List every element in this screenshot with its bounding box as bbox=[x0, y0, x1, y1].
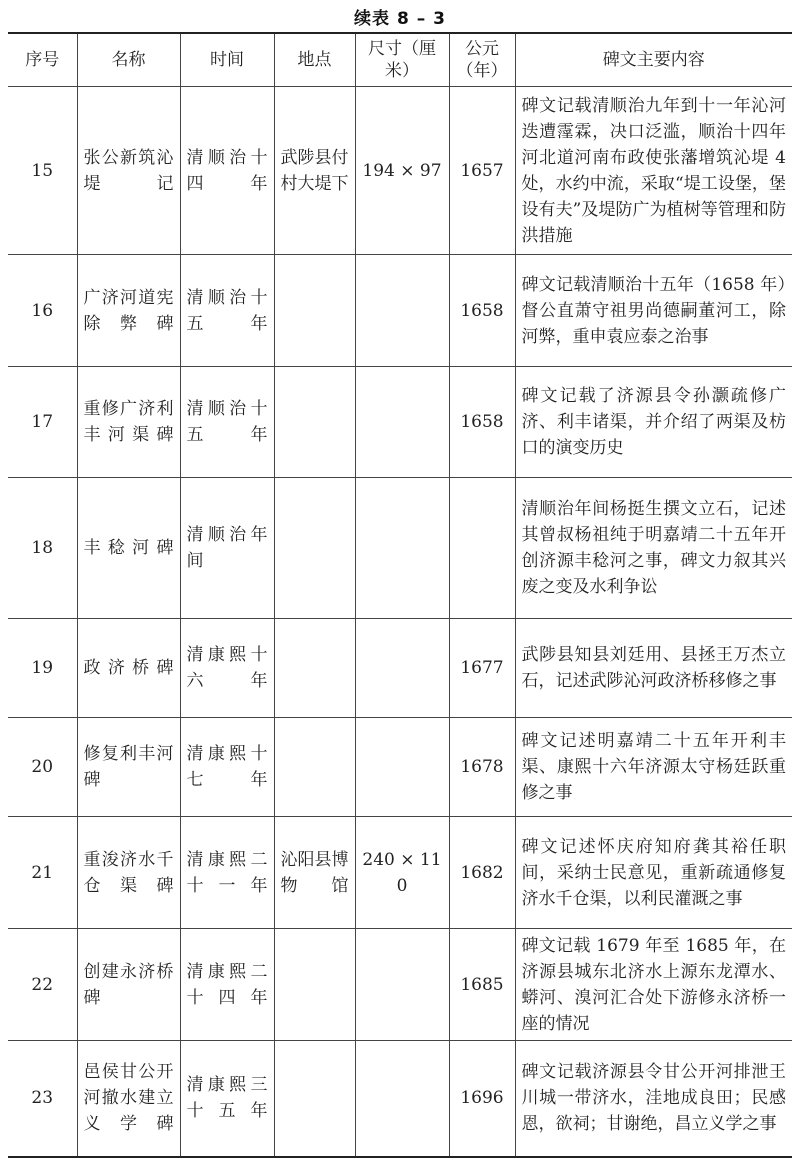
header-place: 地点 bbox=[274, 33, 355, 87]
cell-place bbox=[274, 718, 355, 817]
table-row bbox=[8, 817, 792, 929]
cell-name: 创建永济桥碑 bbox=[77, 929, 180, 1041]
cell-size bbox=[355, 478, 449, 619]
cell-no: 17 bbox=[8, 367, 77, 478]
cell-no: 19 bbox=[8, 619, 77, 718]
cell-no: 23 bbox=[8, 1041, 77, 1157]
table-row bbox=[8, 478, 792, 619]
cell-content: 碑文记载 1679 年至 1685 年，在济源县城东北济水上源东龙潭水、蟒河、溴河汇合处下游修永济桥一座的情况 bbox=[515, 929, 792, 1041]
cell-name: 张公新筑沁堤记 bbox=[77, 87, 180, 255]
cell-time: 清顺治十四年 bbox=[180, 87, 274, 255]
header-size: 尺寸（厘米） bbox=[355, 33, 449, 87]
cell-name: 修复利丰河碑 bbox=[77, 718, 180, 817]
cell-time: 清康熙二十四年 bbox=[180, 929, 274, 1041]
cell-year: 1677 bbox=[449, 619, 515, 718]
cell-name: 政济桥碑 bbox=[77, 619, 180, 718]
table-caption: 续表 8 – 3 bbox=[354, 9, 446, 29]
header-time: 时间 bbox=[180, 33, 274, 87]
table-row bbox=[8, 367, 792, 478]
cell-content: 碑文记载了济源县令孙灏疏修广济、利丰诸渠，并介绍了两渠及枋口的演变历史 bbox=[515, 367, 792, 478]
cell-time: 清康熙十七年 bbox=[180, 718, 274, 817]
cell-place bbox=[274, 255, 355, 367]
cell-name: 邑侯甘公开河撤水建立义学碑 bbox=[77, 1041, 180, 1157]
cell-size bbox=[355, 367, 449, 478]
cell-name: 重浚济水千仓渠碑 bbox=[77, 817, 180, 929]
cell-place: 沁阳县博物馆 bbox=[274, 817, 355, 929]
cell-no: 22 bbox=[8, 929, 77, 1041]
cell-year: 1685 bbox=[449, 929, 515, 1041]
cell-no: 16 bbox=[8, 255, 77, 367]
cell-size: 240 × 110 bbox=[355, 817, 449, 929]
cell-content: 碑文记载清顺治十五年（1658 年）督公直萧守祖男尚德嗣董河工，除河弊，重申袁应泰之治事 bbox=[515, 255, 792, 367]
table-row bbox=[8, 619, 792, 718]
stele-table bbox=[8, 32, 792, 1158]
cell-size bbox=[355, 255, 449, 367]
cell-year: 1678 bbox=[449, 718, 515, 817]
cell-name: 广济河道宪除弊碑 bbox=[77, 255, 180, 367]
cell-year bbox=[449, 478, 515, 619]
cell-content: 碑文记述明嘉靖二十五年开利丰渠、康熙十六年济源太守杨廷跃重修之事 bbox=[515, 718, 792, 817]
cell-size bbox=[355, 619, 449, 718]
cell-no: 21 bbox=[8, 817, 77, 929]
cell-size bbox=[355, 929, 449, 1041]
cell-year: 1658 bbox=[449, 255, 515, 367]
cell-year: 1682 bbox=[449, 817, 515, 929]
cell-size: 194 × 97 bbox=[355, 87, 449, 255]
cell-no: 15 bbox=[8, 87, 77, 255]
cell-place: 武陟县付村大堤下 bbox=[274, 87, 355, 255]
cell-year: 1696 bbox=[449, 1041, 515, 1157]
table-row bbox=[8, 929, 792, 1041]
cell-place bbox=[274, 1041, 355, 1157]
cell-place bbox=[274, 367, 355, 478]
header-name: 名称 bbox=[77, 33, 180, 87]
header-content: 碑文主要内容 bbox=[515, 33, 792, 87]
cell-time: 清顺治十五年 bbox=[180, 367, 274, 478]
cell-no: 18 bbox=[8, 478, 77, 619]
header-no: 序号 bbox=[8, 33, 77, 87]
cell-name: 丰稔河碑 bbox=[77, 478, 180, 619]
header-year: 公元（年） bbox=[449, 33, 515, 87]
cell-time: 清顺治年间 bbox=[180, 478, 274, 619]
cell-content: 碑文记载济源县令甘公开河排泄王川城一带济水，洼地成良田；民感恩，欲祠；甘谢绝，昌立义学之事 bbox=[515, 1041, 792, 1157]
cell-place bbox=[274, 478, 355, 619]
table-row bbox=[8, 255, 792, 367]
cell-size bbox=[355, 718, 449, 817]
cell-content: 碑文记载清顺治九年到十一年沁河迭遭霪霖，决口泛滥，顺治十四年河北道河南布政使张藩增筑沁堤 4 处，水约中流，采取“堤工设堡，堡设有夫”及堤防广为植树等管理和防洪措施 bbox=[515, 87, 792, 255]
cell-no: 20 bbox=[8, 718, 77, 817]
cell-place bbox=[274, 929, 355, 1041]
cell-year: 1657 bbox=[449, 87, 515, 255]
cell-place bbox=[274, 619, 355, 718]
cell-time: 清康熙三十五年 bbox=[180, 1041, 274, 1157]
cell-time: 清顺治十五年 bbox=[180, 255, 274, 367]
header-row bbox=[8, 33, 792, 87]
cell-content: 武陟县知县刘廷用、县拯王万杰立石，记述武陟沁河政济桥移修之事 bbox=[515, 619, 792, 718]
table-row bbox=[8, 718, 792, 817]
table-row bbox=[8, 87, 792, 255]
cell-time: 清康熙二十一年 bbox=[180, 817, 274, 929]
cell-content: 碑文记述怀庆府知府龚其裕任职间，采纳士民意见，重新疏通修复济水千仓渠，以利民灌溉之事 bbox=[515, 817, 792, 929]
cell-time: 清康熙十六年 bbox=[180, 619, 274, 718]
cell-size bbox=[355, 1041, 449, 1157]
cell-year: 1658 bbox=[449, 367, 515, 478]
table-row bbox=[8, 1041, 792, 1157]
cell-name: 重修广济利丰河渠碑 bbox=[77, 367, 180, 478]
cell-content: 清顺治年间杨挺生撰文立石，记述其曾叔杨祖纯于明嘉靖二十五年开创济源丰稔河之事，碑文力叙其兴废之变及水利争讼 bbox=[515, 478, 792, 619]
